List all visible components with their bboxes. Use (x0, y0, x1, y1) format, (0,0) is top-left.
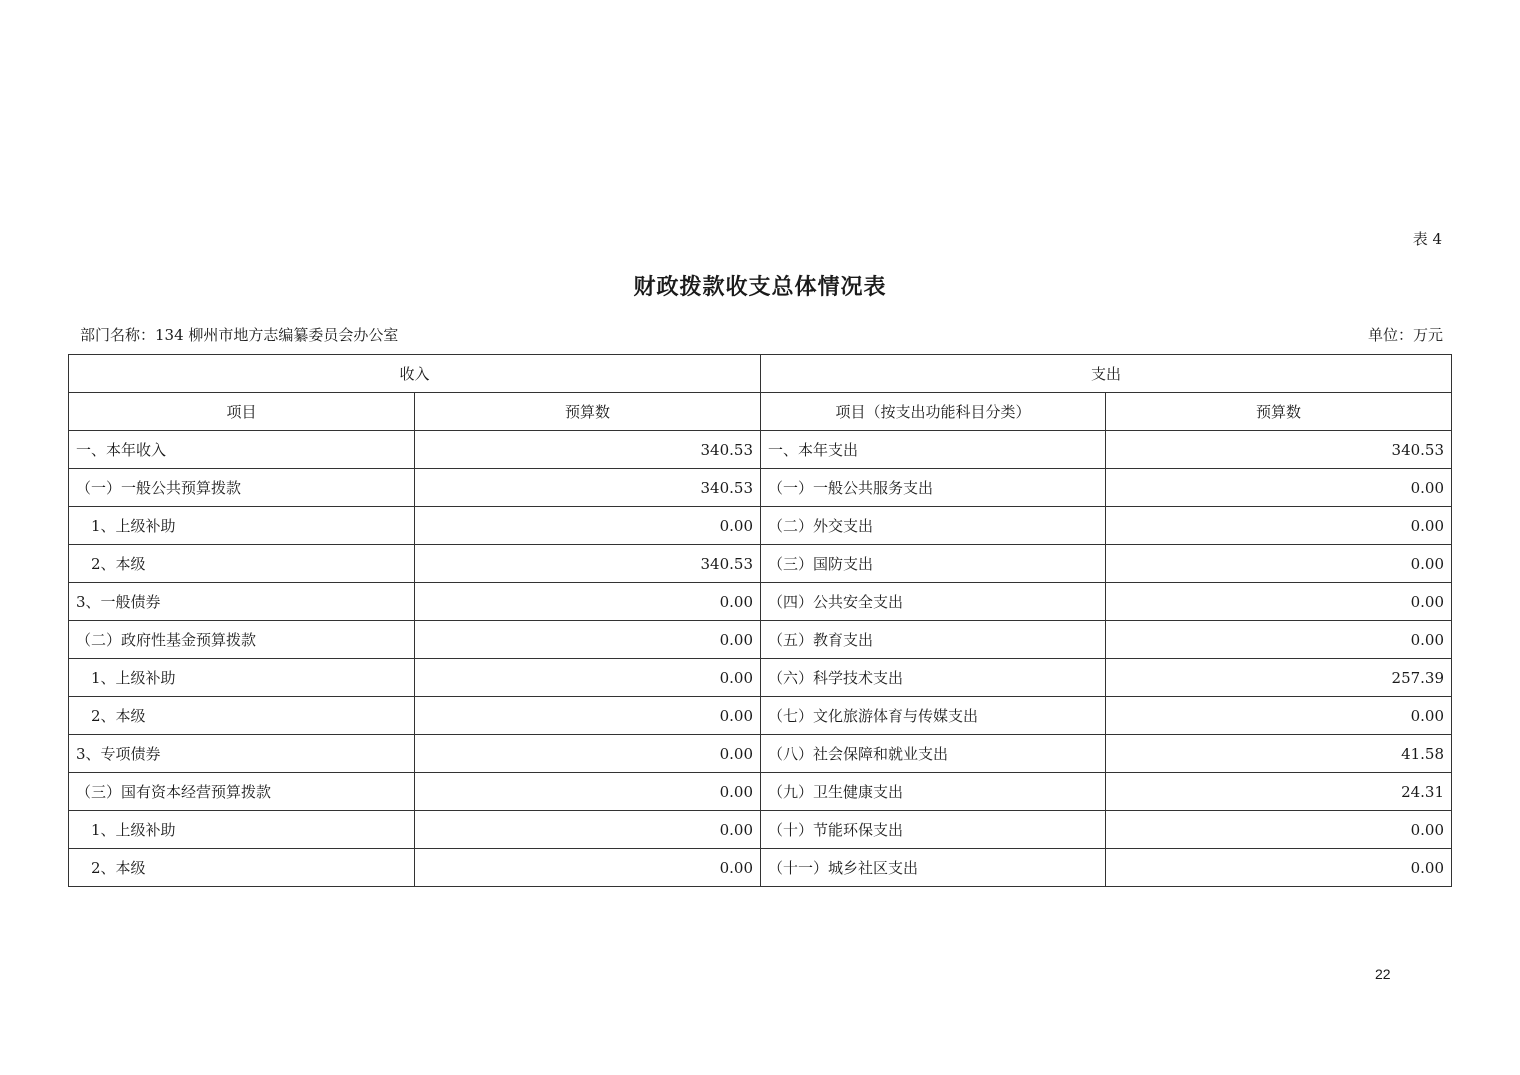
expense-item-cell: （八）社会保障和就业支出 (761, 735, 1106, 773)
table-column-header-row (69, 393, 1452, 431)
expense-item-cell: （四）公共安全支出 (761, 583, 1106, 621)
expense-budget-cell: 0.00 (1106, 583, 1452, 621)
table-row (69, 659, 1452, 697)
table-row (69, 849, 1452, 887)
table-row (69, 545, 1452, 583)
expense-budget-cell: 0.00 (1106, 849, 1452, 887)
income-budget-cell: 0.00 (415, 621, 761, 659)
col-income-budget: 预算数 (415, 393, 761, 431)
col-expense-item: 项目（按支出功能科目分类） (761, 393, 1106, 431)
income-item-cell: （二）政府性基金预算拨款 (69, 621, 415, 659)
table-row (69, 469, 1452, 507)
income-item-cell: 3、一般债券 (69, 583, 415, 621)
income-item-cell: 2、本级 (69, 697, 415, 735)
income-budget-cell: 340.53 (415, 431, 761, 469)
income-budget-cell: 0.00 (415, 659, 761, 697)
table-row (69, 507, 1452, 545)
income-item-cell: 2、本级 (69, 849, 415, 887)
income-item-cell: 3、专项债券 (69, 735, 415, 773)
unit-label: 单位：万元 (1367, 326, 1443, 344)
income-budget-cell: 340.53 (415, 469, 761, 507)
page-number: 22 (1375, 966, 1391, 982)
expense-item-cell: （十一）城乡社区支出 (761, 849, 1106, 887)
expense-item-cell: （五）教育支出 (761, 621, 1106, 659)
col-expense-budget: 预算数 (1106, 393, 1452, 431)
income-item-cell: 2、本级 (69, 545, 415, 583)
income-item-cell: 1、上级补助 (69, 507, 415, 545)
expense-item-cell: （一）一般公共服务支出 (761, 469, 1106, 507)
income-item-cell: 一、本年收入 (69, 431, 415, 469)
expense-budget-cell: 0.00 (1106, 507, 1452, 545)
income-header: 收入 (69, 355, 761, 393)
income-budget-cell: 0.00 (415, 849, 761, 887)
table-row (69, 583, 1452, 621)
expense-item-cell: 一、本年支出 (761, 431, 1106, 469)
expense-item-cell: （三）国防支出 (761, 545, 1106, 583)
table-row (69, 811, 1452, 849)
expense-item-cell: （六）科学技术支出 (761, 659, 1106, 697)
income-item-cell: 1、上级补助 (69, 659, 415, 697)
expense-item-cell: （二）外交支出 (761, 507, 1106, 545)
income-budget-cell: 0.00 (415, 735, 761, 773)
expense-budget-cell: 41.58 (1106, 735, 1452, 773)
expense-budget-cell: 0.00 (1106, 697, 1452, 735)
budget-table (68, 354, 1452, 887)
expense-item-cell: （九）卫生健康支出 (761, 773, 1106, 811)
expense-budget-cell: 0.00 (1106, 811, 1452, 849)
table-row (69, 621, 1452, 659)
col-income-item: 项目 (69, 393, 415, 431)
page-title: 财政拨款收支总体情况表 (633, 274, 887, 300)
income-budget-cell: 0.00 (415, 811, 761, 849)
expense-header: 支出 (761, 355, 1452, 393)
expense-item-cell: （七）文化旅游体育与传媒支出 (761, 697, 1106, 735)
income-budget-cell: 0.00 (415, 697, 761, 735)
income-budget-cell: 340.53 (415, 545, 761, 583)
table-row (69, 773, 1452, 811)
expense-budget-cell: 0.00 (1106, 545, 1452, 583)
table-number: 表 4 (1412, 230, 1442, 248)
expense-item-cell: （十）节能环保支出 (761, 811, 1106, 849)
income-budget-cell: 0.00 (415, 507, 761, 545)
expense-budget-cell: 340.53 (1106, 431, 1452, 469)
expense-budget-cell: 0.00 (1106, 469, 1452, 507)
table-row (69, 697, 1452, 735)
income-item-cell: （一）一般公共预算拨款 (69, 469, 415, 507)
income-item-cell: 1、上级补助 (69, 811, 415, 849)
income-budget-cell: 0.00 (415, 773, 761, 811)
table-row (69, 431, 1452, 469)
table-group-header-row (69, 355, 1452, 393)
income-budget-cell: 0.00 (415, 583, 761, 621)
table-row (69, 735, 1452, 773)
income-item-cell: （三）国有资本经营预算拨款 (69, 773, 415, 811)
expense-budget-cell: 0.00 (1106, 621, 1452, 659)
expense-budget-cell: 24.31 (1106, 773, 1452, 811)
expense-budget-cell: 257.39 (1106, 659, 1452, 697)
department-name: 部门名称：134 柳州市地方志编纂委员会办公室 (80, 326, 399, 344)
